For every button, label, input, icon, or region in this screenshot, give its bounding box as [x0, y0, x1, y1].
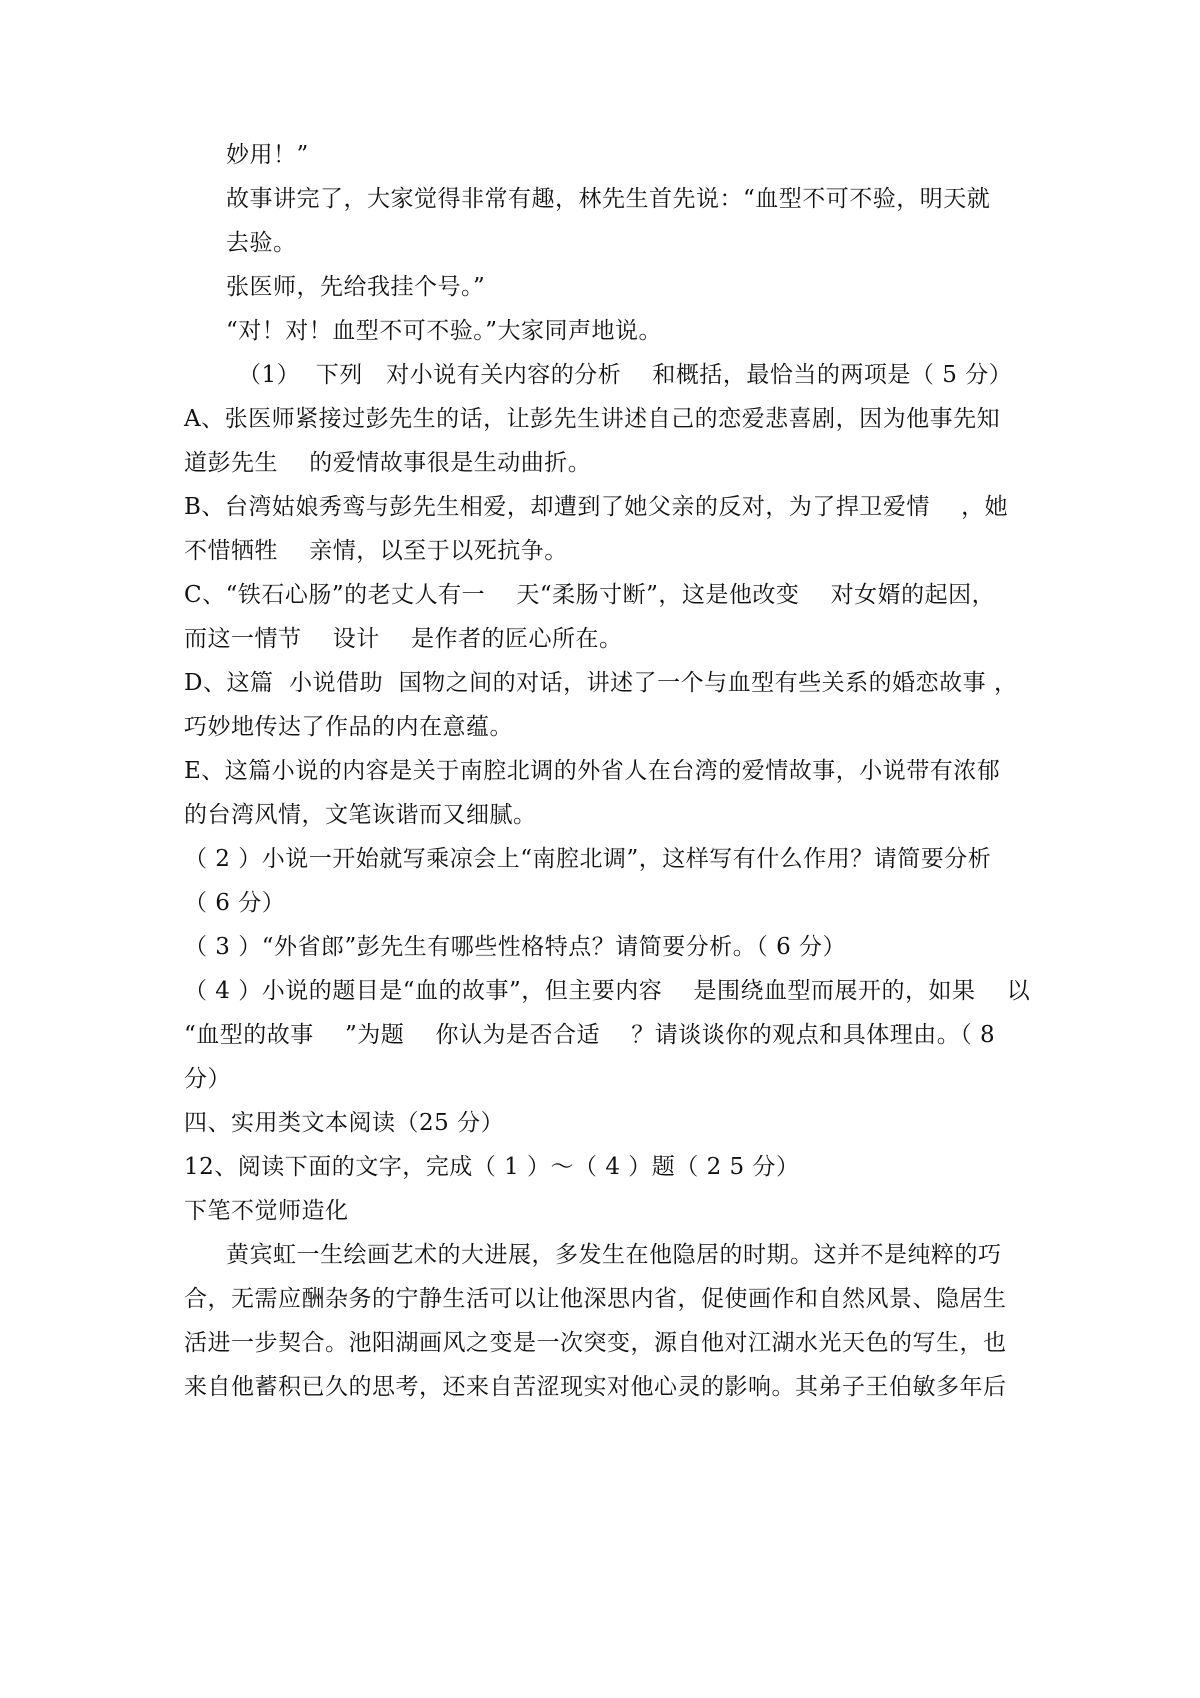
question-4-cont: “血型的故事 ”为题 你认为是否合适 ？请谈谈你的观点和具体理由。（ 8 [184, 1022, 996, 1048]
question-3: （ 3 ）“外省郎”彭先生有哪些性格特点？请简要分析。（ 6 分） [184, 934, 847, 960]
article-paragraph: 合，无需应酬杂务的宁静生活可以让他深思内省，促使画作和自然风景、隐居生 [184, 1286, 1007, 1312]
option-c: C、“铁石心肠”的老丈人有一 天“柔肠寸断”，这是他改变 对女婿的起因， [184, 582, 996, 608]
text-line: 张医师，先给我挂个号。” [226, 274, 486, 300]
article-paragraph: 黄宾虹一生绘画艺术的大进展，多发生在他隐居的时期。这并不是纯粹的巧 [226, 1242, 1002, 1268]
section-heading: 四、实用类文本阅读（25 分） [184, 1110, 505, 1136]
question-4-cont: 分） [184, 1066, 231, 1092]
option-e: E、这篇小说的内容是关于南腔北调的外省人在台湾的爱情故事，小说带有浓郁 [184, 758, 1001, 784]
option-b-cont: 不惜牺牲 亲情，以至于以死抗争。 [184, 538, 568, 564]
option-b: B、台湾姑娘秀鸾与彭先生相爱，却遭到了她父亲的反对，为了捍卫爱情 ，她 [184, 494, 1009, 520]
article-title: 下笔不觉师造化 [184, 1198, 349, 1224]
text-line: 妙用！” [226, 142, 309, 168]
option-e-cont: 的台湾风情，文笔诙谐而又细腻。 [184, 802, 537, 828]
article-paragraph: 来自他蓄积已久的思考，还来自苦涩现实对他心灵的影响。其弟子王伯敏多年后 [184, 1374, 1007, 1400]
option-a-cont: 道彭先生 的爱情故事很是生动曲折。 [184, 450, 592, 476]
article-paragraph: 活进一步契合。池阳湖画风之变是一次突变，源自他对江湖水光天色的写生，也 [184, 1330, 1007, 1356]
text-line: 故事讲完了，大家觉得非常有趣，林先生首先说：“血型不可不验，明天就 [226, 186, 991, 212]
question-2-cont: （ 6 分） [184, 890, 286, 916]
option-d: D、这篇 小说借助 国物之间的对话，讲述了一个与血型有些关系的婚恋故事 ， [184, 670, 1018, 696]
option-a: A、张医师紧接过彭先生的话，让彭先生讲述自己的恋爱悲喜剧，因为他事先知 [184, 406, 1001, 432]
question-1-stem: （1） 下列 对小说有关内容的分析 和概括，最恰当的两项是（ 5 分） [238, 362, 1013, 388]
text-line: “对！对！血型不可不验。”大家同声地说。 [226, 318, 663, 344]
option-c-cont: 而这一情节 设计 是作者的匠心所在。 [184, 626, 623, 652]
question-4: （ 4 ）小说的题目是“血的故事”，但主要内容 是围绕血型而展开的，如果 以 [184, 978, 1031, 1004]
text-line: 去验。 [226, 230, 297, 256]
question-2: （ 2 ）小说一开始就写乘凉会上“南腔北调”，这样写有什么作用？请简要分析 [184, 846, 992, 872]
option-d-cont: 巧妙地传达了作品的内在意蕴。 [184, 714, 513, 740]
question-12-stem: 12、阅读下面的文字，完成（ 1 ）～（ 4 ）题（ 2 5 分） [184, 1154, 800, 1180]
